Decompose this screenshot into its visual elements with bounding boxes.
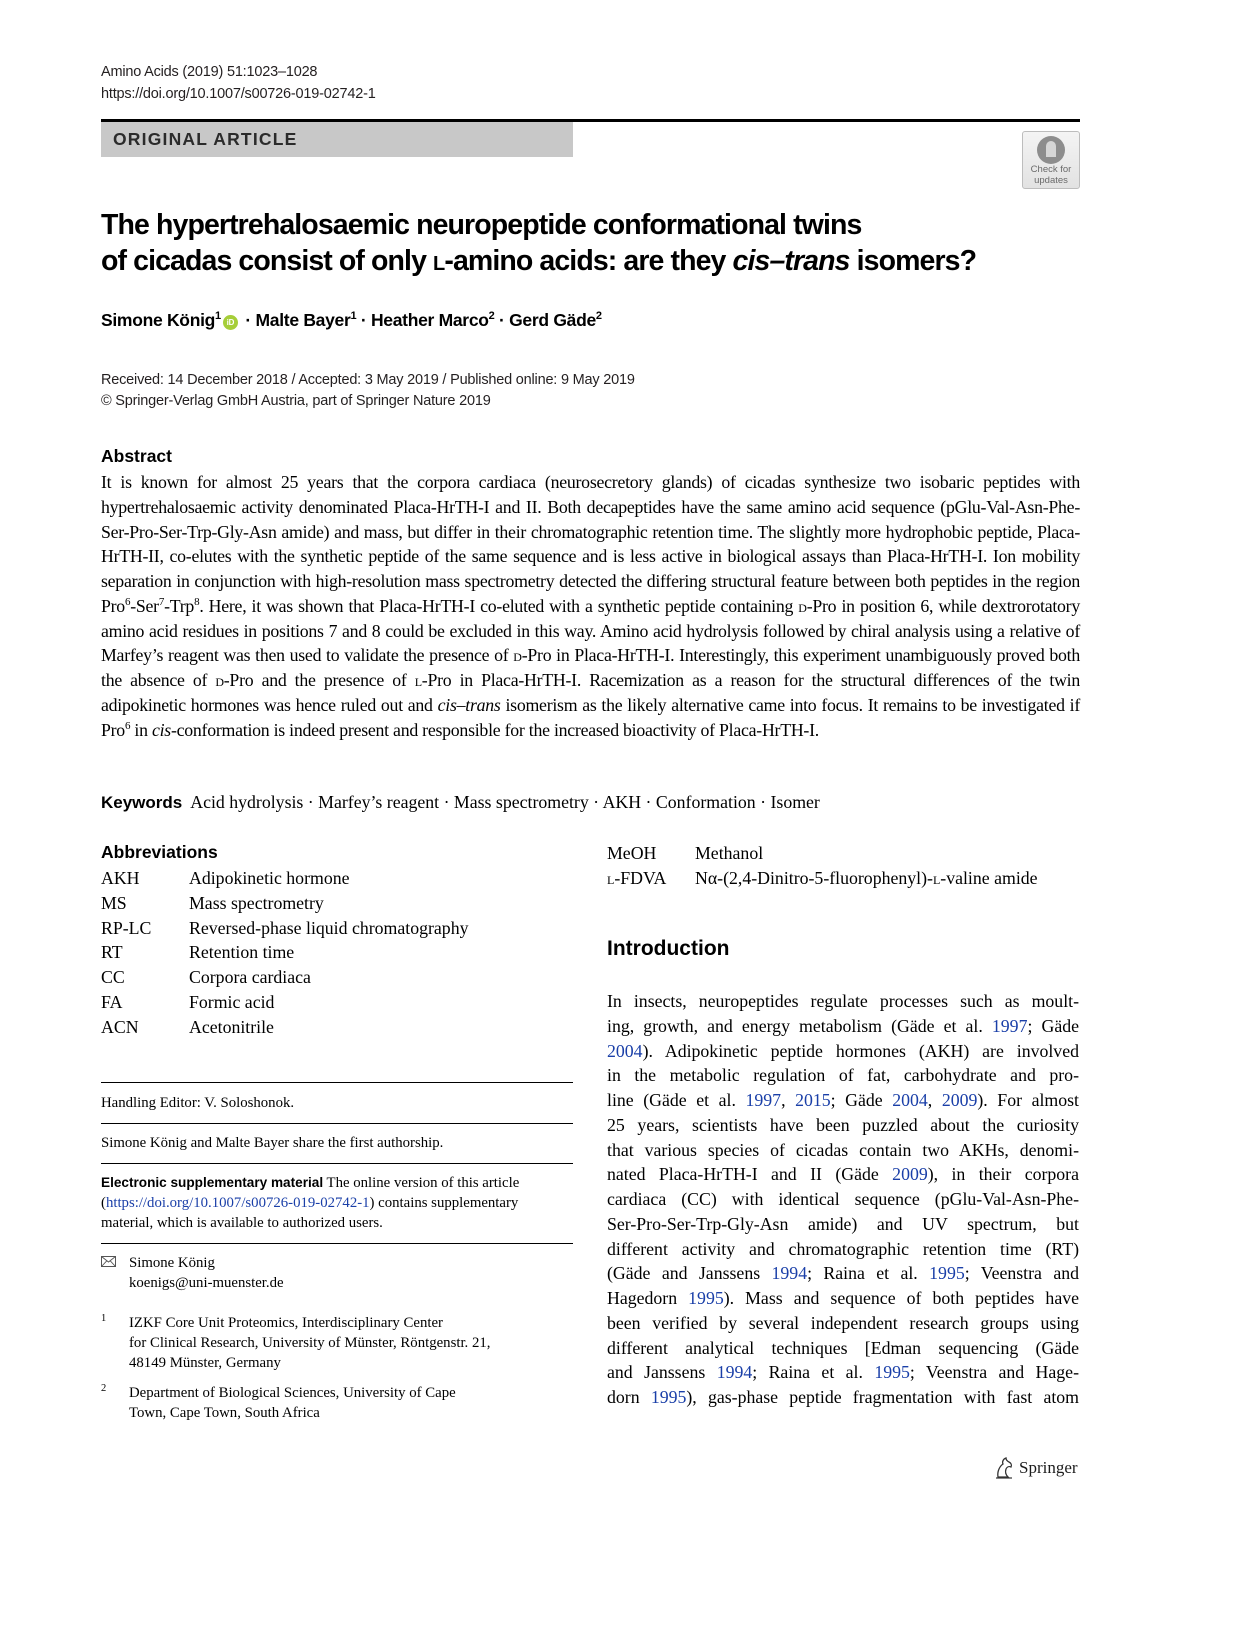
text-line: Ser-Pro-Ser-Trp-Gly-Asn amide) and UV spectrum, but [607, 1213, 1079, 1234]
keywords [101, 792, 820, 813]
handling-editor-note: Handling Editor: V. Soloshonok. [101, 1095, 295, 1111]
abbreviation-row: RT Retention time [101, 942, 295, 963]
badge-text-line1: Check for [1030, 164, 1072, 175]
copyright-notice: © Springer-Verlag GmbH Austria, part of Springer Nature 2019 [101, 392, 491, 409]
abbreviation-row: CC Corpora cardiaca [101, 967, 311, 988]
citation-link[interactable]: 1997 [745, 1090, 782, 1110]
text-line: and Janssens 1994; Raina et al. 1995; Veenstra and Hage- [607, 1362, 1079, 1383]
text-line: been verified by several independent research groups using [607, 1312, 1079, 1333]
supplementary-material-note: Electronic supplementary material The online version of this article (https://doi.org/10.1007/s00726-019-02742-1) contains supplementary material, which is available to authorized users. [101, 1175, 520, 1231]
citation-link[interactable]: 1995 [929, 1263, 965, 1284]
citation-link[interactable]: 2009 [892, 1164, 928, 1185]
abbreviation-row: FA Formic acid [101, 991, 275, 1012]
text-line: Hagedorn 1995). Mass and sequence of both peptides have [607, 1288, 1079, 1308]
article-doi[interactable]: https://doi.org/10.1007/s00726-019-02742-1 [101, 86, 376, 102]
abbreviation-row: MeOH Methanol [607, 843, 764, 863]
citation-link[interactable]: 1995 [688, 1288, 724, 1308]
author-name[interactable]: Malte Bayer [255, 310, 351, 330]
abbreviations-list [101, 866, 468, 1040]
abbreviation-row: AKH Adipokinetic hormone [101, 868, 350, 888]
abbreviations-heading: Abbreviations [101, 842, 218, 862]
text-line: nated Placa-HrTH-I and II (Gäde 2009), in their corpora [607, 1164, 1079, 1185]
citation-link[interactable]: 1995 [650, 1387, 687, 1407]
footnote-rule [101, 1123, 573, 1124]
supplementary-doi-link[interactable]: https://doi.org/10.1007/s00726-019-02742-1 [105, 1195, 370, 1211]
abbreviations-list-continued [607, 841, 1038, 891]
title-line-2: of cicadas consist of only l-amino acids: are they cis–trans isomers? [101, 245, 977, 277]
abbreviation-row: MS Mass spectrometry [101, 892, 324, 913]
publication-dates [101, 370, 635, 411]
footnote-rule [101, 1243, 573, 1244]
badge-text-line2: updates [1034, 175, 1068, 186]
text-line: cardiaca (CC) with identical sequence (pGlu-Val-Asn-Phe- [607, 1189, 1079, 1209]
citation-link[interactable]: 1994 [716, 1362, 753, 1383]
citation-link[interactable]: 2009 [941, 1090, 978, 1110]
footnote-rule [101, 1163, 573, 1164]
authorship-note: Simone König and Malte Bayer share the first authorship. [101, 1135, 444, 1151]
affiliation-marker: 2 [595, 310, 602, 322]
abstract-text: It is known for almost 25 years that the corpora cardiaca (neurosecretory glands) of cicadas synthesize two isobaric peptides with hypertrehalosaemic activity denominated Placa-HrTH-I and II. Both decapeptides have the same amino acid sequence (pGlu-Val-Asn-Phe-Ser-Pro-Ser-Trp-Gly-Asn amide) and mass, but differ in their chromatographic retention time. The slightly more hydrophobic peptide, Placa-HrTH-II, co-elutes with the synthetic peptide of the same sequence and is less active in biological assays than Placa-HrTH-I. Ion mobility separation in conjunction with high-resolution mass spectrometry detected the differing structural feature between both peptides in the region Pro$^6$-Ser$^7$-Trp$^8$. Here, it was shown that Placa-HrTH-I co-eluted with a synthetic peptide containing d-Pro in position 6, while dextrorotatory amino acid residues in positions 7 and 8 could be excluded in this way. Amino acid hydrolysis followed by chiral analysis using a relative of Marfey’s reagent was then used to validate the presence of d-Pro in Placa-HrTH-I. Interestingly, this experiment unambiguously proved both the absence of d-Pro and the presence of l-Pro in Placa-HrTH-I. Racemization as a reason for the structural differences of the twin adipokinetic hormones was hence ruled out and cis–trans isomerism as the likely alternative came into focus. It remains to be investigated if Pro$^6$ in cis-conformation is indeed present and responsible for the increased bioactivity of Placa-HrTH-I. [101, 472, 1080, 740]
corresponding-author [101, 1253, 284, 1293]
history-dates: Received: 14 December 2018 / Accepted: 3 May 2019 / Published online: 9 May 2019 [101, 372, 635, 388]
corresponding-author-name: Simone König [129, 1255, 215, 1271]
citation-link[interactable]: 1994 [771, 1263, 808, 1284]
citation-link[interactable]: 1997 [991, 1015, 1028, 1036]
publisher-name: Springer [1019, 1458, 1078, 1477]
affiliation-2: 2 Department of Biological Sciences, University of Cape Town, Cape Town, South Africa [101, 1383, 456, 1421]
introduction-heading: Introduction [607, 937, 730, 960]
text-line: that various species of cicadas contain two AKHs, denomi- [607, 1139, 1079, 1160]
check-for-updates-badge[interactable] [1022, 131, 1080, 189]
text-line: in the metabolic regulation of fat, carbohydrate and pro- [607, 1065, 1079, 1086]
author-name[interactable]: Heather Marco [370, 310, 489, 330]
article-title [101, 207, 1081, 279]
corresponding-author-email[interactable]: koenigs@uni-muenster.de [129, 1275, 284, 1291]
title-line-1: The hypertrehalosaemic neuropeptide conformational twins [101, 209, 862, 241]
abbreviation-row: RP-LC Reversed-phase liquid chromatography [101, 917, 469, 938]
affiliation-marker: 1 [350, 310, 357, 322]
abbreviation-row: ACN Acetonitrile [101, 1016, 274, 1037]
footnote-rule [101, 1082, 573, 1083]
citation-link[interactable]: 2004 [607, 1040, 643, 1061]
author-list: Simone König$^1$iD · Malte Bayer$^1$ · Heather Marco$^2$ · Gerd Gäde$^2$ [101, 310, 602, 330]
text-line: ing, growth, and energy metabolism (Gäde et al. 1997; Gäde [607, 1015, 1079, 1036]
orcid-icon[interactable]: iD [223, 315, 238, 330]
citation-link[interactable]: 1995 [874, 1362, 910, 1383]
text-line: different analytical techniques [Edman sequencing (Gäde [607, 1337, 1079, 1358]
envelope-icon [101, 1256, 116, 1267]
text-line: dorn 1995), gas-phase peptide fragmentation with fast atom [607, 1387, 1079, 1407]
bookmark-icon [1037, 136, 1065, 164]
keywords-list: Acid hydrolysis · Marfey’s reagent · Mass spectrometry · AKH · Conformation · Isomer [190, 792, 820, 812]
text-line: 2004). Adipokinetic peptide hormones (AKH) are involved [607, 1040, 1079, 1061]
journal-citation: Amino Acids (2019) 51:1023–1028 [101, 64, 318, 80]
introduction-text [607, 989, 1079, 1410]
citation-link[interactable]: 2004 [892, 1090, 928, 1110]
springer-logo [994, 1457, 1078, 1479]
article-type-banner [101, 122, 573, 157]
author-name[interactable]: Gerd Gäde [509, 310, 596, 330]
article-type-label: ORIGINAL ARTICLE [113, 129, 298, 149]
affiliation-marker: 2 [488, 310, 495, 322]
keywords-label: Keywords [101, 793, 183, 812]
abbreviation-row: l-FDVA Nα-(2,4-Dinitro-5-fluorophenyl)-l-valine amide [607, 867, 1038, 888]
citation-link[interactable]: 2015 [795, 1090, 831, 1110]
author-name[interactable]: Simone König [101, 310, 216, 330]
text-line: 25 years, scientists have been puzzled about the curiosity [607, 1114, 1079, 1135]
text-line: different activity and chromatographic retention time (RT) [607, 1238, 1079, 1259]
text-line: In insects, neuropeptides regulate processes such as moult- [607, 991, 1079, 1011]
text-line: (Gäde and Janssens 1994; Raina et al. 1995; Veenstra and [607, 1263, 1079, 1284]
affiliation-1: 1 IZKF Core Unit Proteomics, Interdisciplinary Center for Clinical Research, University of Münster, Röntgenstr. 21, 48149 Münster, Germany [101, 1313, 491, 1371]
springer-horse-icon [994, 1457, 1014, 1479]
text-line: line (Gäde et al. 1997, 2015; Gäde 2004, 2009). For almost [607, 1090, 1079, 1110]
abstract-heading: Abstract [101, 446, 172, 466]
affiliation-marker: 1 [215, 310, 221, 322]
